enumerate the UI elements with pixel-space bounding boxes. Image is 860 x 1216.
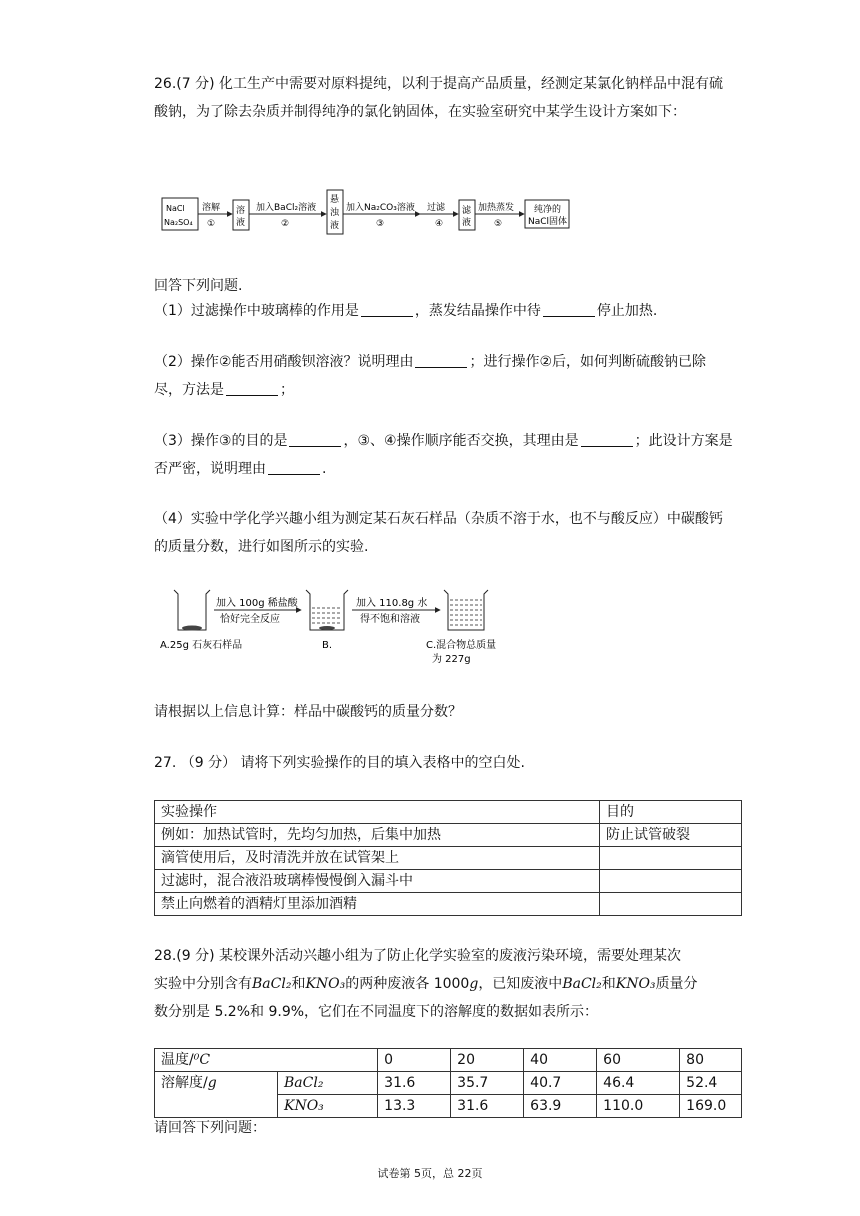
answer-blank[interactable] <box>415 351 467 368</box>
flow-box-solution-2: 液 <box>236 218 246 228</box>
q26-sub2: （2）操作②能否用硝酸钡溶液？说明理由 ；进行操作②后，如何判断硫酸钠已除尽，方法是 ； <box>154 348 734 404</box>
answer-blank[interactable] <box>543 300 595 317</box>
flow-step4-num: ④ <box>435 219 444 229</box>
page-footer: 试卷第 5页，总 22页 <box>377 1167 483 1180</box>
q28-line3: 数分别是 5.2%和 9.9%，它们在不同温度下的溶解度的数据如表所示： <box>154 1004 599 1020</box>
answer-blank[interactable] <box>289 430 341 447</box>
flow-step3-label: 加入Na₂CO₃溶液 <box>346 203 415 213</box>
flow-step2-label: 加入BaCl₂溶液 <box>256 203 317 213</box>
arrow1-bottom-label: 恰好完全反应 <box>220 614 280 625</box>
solubility-table <box>154 1048 742 1118</box>
q26-intro: 26.(7 分) 化工生产中需要对原料提纯，以利于提高产品质量，经测定某氯化钠样品中混有硫酸钠，为了除去杂质并制得纯净的氯化钠固体，在实验室研究中某学生设计方案如下： <box>154 76 723 120</box>
flow-box-suspension-3: 液 <box>330 221 340 231</box>
arrow2-top-label: 加入 110.8g 水 <box>356 598 428 609</box>
flow-box-filtrate-2: 液 <box>462 218 472 228</box>
table-row: 实验操作 目的 <box>155 801 742 824</box>
flow-end-label-2: NaCl固体 <box>528 217 568 227</box>
table-row: 温度/⁰C 0 20 40 60 80 <box>155 1049 742 1072</box>
answer-blank[interactable] <box>268 458 320 475</box>
arrow1-top-label: 加入 100g 稀盐酸 <box>216 598 298 609</box>
answer-cell[interactable] <box>600 870 742 893</box>
flow-box-suspension-1: 悬 <box>330 195 340 205</box>
answer-blank[interactable] <box>361 300 413 317</box>
table-row: KNO₃ 13.3 31.6 63.9 110.0 169.0 <box>155 1095 742 1118</box>
flow-start-nacl: NaCl <box>166 204 185 213</box>
flow-box-suspension-2: 浊 <box>330 208 340 218</box>
table-row: 溶解度/g BaCl₂ 31.6 35.7 40.7 46.4 52.4 <box>155 1072 742 1095</box>
table-row: 滴管使用后，及时清洗并放在试管架上 <box>155 847 742 870</box>
flow-box-solution-1: 溶 <box>236 206 246 216</box>
answer-blank[interactable] <box>226 379 278 396</box>
beaker-diagram <box>156 582 516 668</box>
flow-step5-num: ⑤ <box>494 219 503 229</box>
arrow2-bottom-label: 得不饱和溶液 <box>360 614 420 625</box>
q28-line1: 28.(9 分) 某校课外活动兴趣小组为了防止化学实验室的废液污染环境，需要处理某次 <box>154 948 681 964</box>
q26-prompt: 回答下列问题. <box>154 278 243 294</box>
flow-step4-label: 过滤 <box>427 203 446 213</box>
flow-start-na2so4: Na₂SO₄ <box>164 218 193 227</box>
q26-sub1: （1）过滤操作中玻璃棒的作用是 ，蒸发结晶操作中待 停止加热. <box>154 297 734 325</box>
table-row: 例如：加热试管时，先均匀加热，后集中加热 防止试管破裂 <box>155 824 742 847</box>
q28-after: 请回答下列问题： <box>154 1120 266 1136</box>
beaker-b-label: B. <box>322 640 333 651</box>
flow-step3-num: ③ <box>376 219 385 229</box>
beaker-a-icon <box>174 590 210 630</box>
flow-box-filtrate-1: 滤 <box>462 206 472 216</box>
q27-title: 27. （9 分） 请将下列实验操作的目的填入表格中的空白处. <box>154 755 525 771</box>
table-row: 过滤时，混合液沿玻璃棒慢慢倒入漏斗中 <box>155 870 742 893</box>
beaker-b-icon <box>306 590 348 630</box>
q26-sub4: （4）实验中学化学兴趣小组为测定某石灰石样品（杂质不溶于水，也不与酸反应）中碳酸钙的质量分数，进行如图所示的实验. <box>154 511 723 555</box>
beaker-a-label: A.25g 石灰石样品 <box>160 640 243 651</box>
q28-line2: 实验中分别含有BaCl₂和KNO₃的两种废液各 1000g，已知废液中BaCl₂和KNO₃质量分 <box>154 976 698 992</box>
beaker-c-label-1: C.混合物总质量 <box>426 640 497 651</box>
q26-sub3: （3）操作③的目的是 ，③、④操作顺序能否交换，其理由是 ；此设计方案是否严密，说明理由 . <box>154 427 734 483</box>
answer-blank[interactable] <box>581 430 633 447</box>
answer-cell[interactable] <box>600 893 742 916</box>
flow-diagram <box>150 186 580 238</box>
flow-step1-num: ① <box>207 219 216 229</box>
flow-step2-num: ② <box>281 219 290 229</box>
flow-end-label-1: 纯净的 <box>534 205 562 215</box>
answer-cell[interactable] <box>600 847 742 870</box>
beaker-c-label-2: 为 227g <box>432 654 471 665</box>
table-row: 禁止向燃着的酒精灯里添加酒精 <box>155 893 742 916</box>
q27-table <box>154 800 742 916</box>
q26-calc: 请根据以上信息计算：样品中碳酸钙的质量分数？ <box>154 704 462 720</box>
flow-step1-label: 溶解 <box>202 203 221 213</box>
flow-step5-label: 加热蒸发 <box>478 203 515 213</box>
